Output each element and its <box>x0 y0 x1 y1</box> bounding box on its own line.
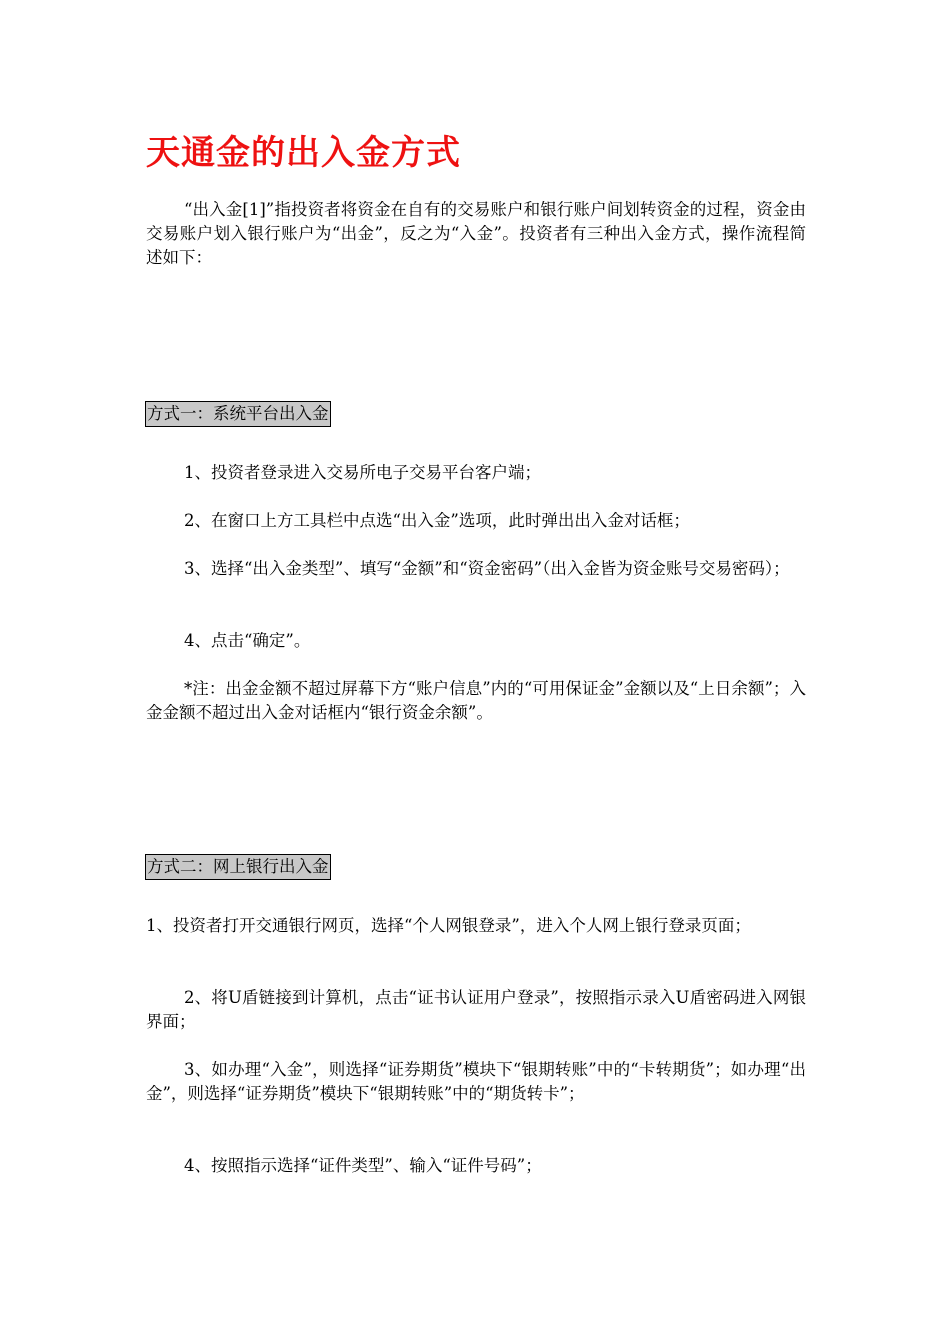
section-heading-1: 方式一：系统平台出入金 <box>145 401 331 427</box>
section2-step-3: 3、如办理“入金”，则选择“证券期货”模块下“银期转账”中的“卡转期货”；如办理“出金”，则选择“证券期货”模块下“银期转账”中的“期货转卡”； <box>146 1060 806 1103</box>
section1-note: *注：出金金额不超过屏幕下方“账户信息”内的“可用保证金”金额以及“上日余额”；入金金额不超过出入金对话框内“银行资金余额”。 <box>146 679 806 722</box>
section1-step-2: 2、在窗口上方工具栏中点选“出入金”选项，此时弹出出入金对话框； <box>184 511 690 530</box>
section1-step-4: 4、点击“确定”。 <box>184 631 311 650</box>
intro-paragraph: “出入金[1]”指投资者将资金在自有的交易账户和银行账户间划转资金的过程，资金由交易账户划入银行账户为“出金”，反之为“入金”。投资者有三种出入金方式，操作流程简述如下： <box>146 200 806 267</box>
section-heading-2: 方式二：网上银行出入金 <box>145 854 331 880</box>
section1-step-1: 1、投资者登录进入交易所电子交易平台客户端； <box>184 463 541 482</box>
page-title: 天通金的出入金方式 <box>146 133 461 173</box>
section2-step-1: 1、投资者打开交通银行网页，选择“个人网银登录”，进入个人网上银行登录页面； <box>146 916 751 935</box>
section2-step-4: 4、按照指示选择“证件类型”、输入“证件号码”； <box>184 1156 542 1175</box>
section1-step-3: 3、选择“出入金类型”、填写“金额”和“资金密码”（出入金皆为资金账号交易密码）； <box>184 559 790 578</box>
section2-step-2: 2、将U盾链接到计算机，点击“证书认证用户登录”，按照指示录入U盾密码进入网银界面； <box>146 988 806 1031</box>
